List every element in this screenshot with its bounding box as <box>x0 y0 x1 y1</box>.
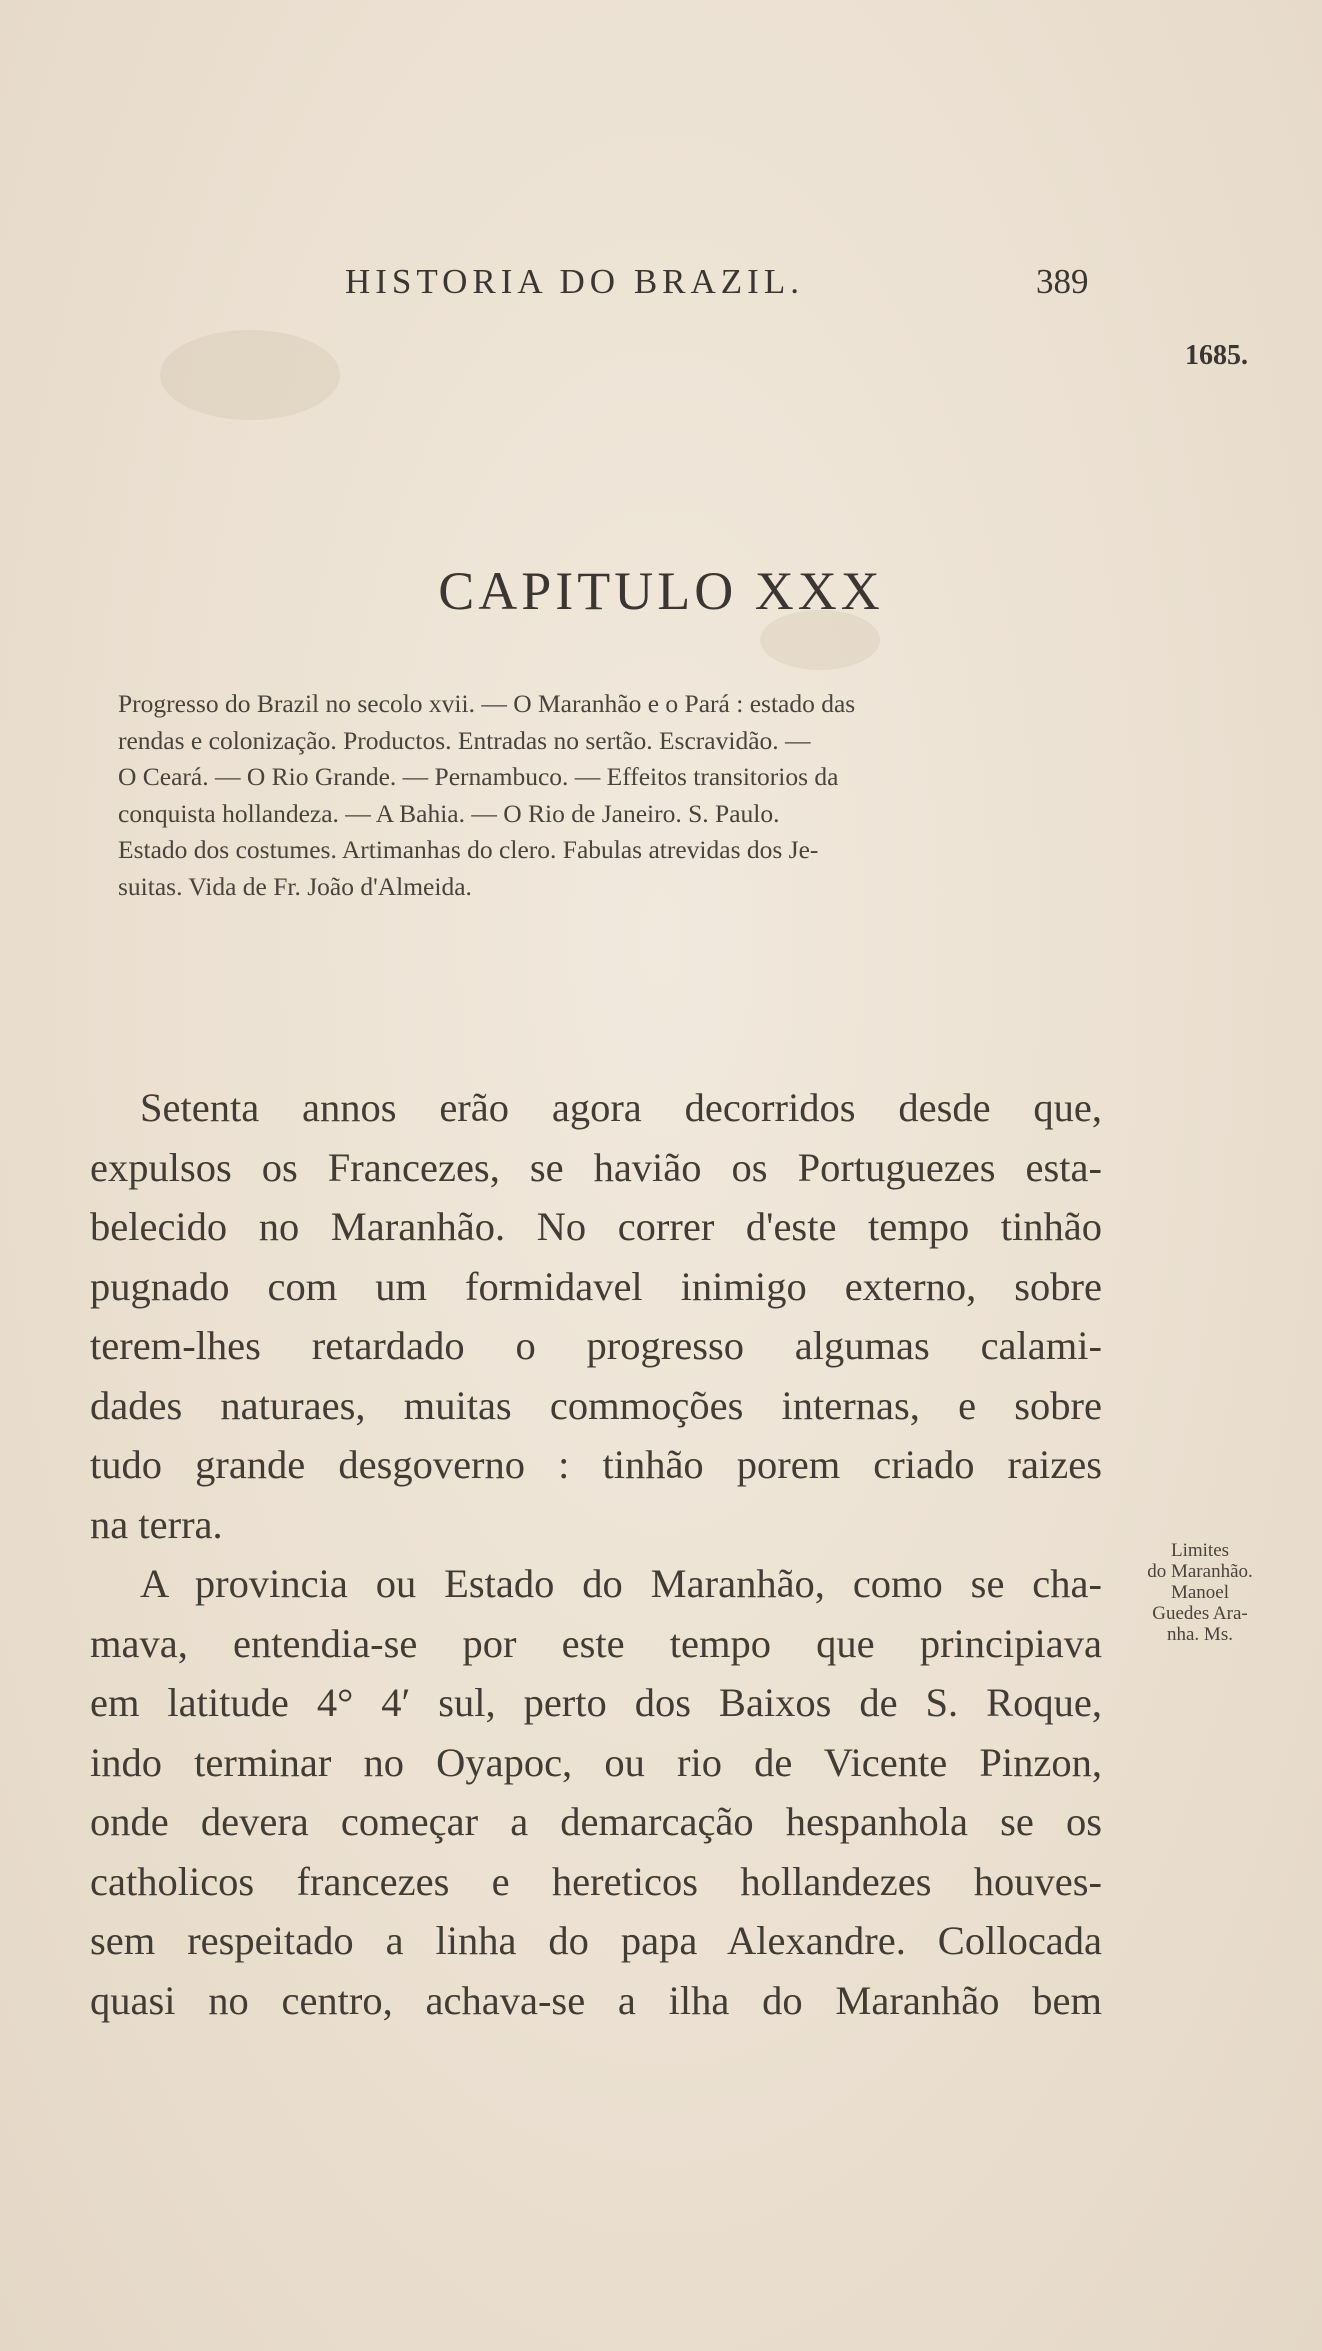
text-line: Setenta annos erão agora decorridos desde que, <box>140 1085 1102 1130</box>
text-line: em latitude 4° 4′ sul, perto dos Baixos de S. Roque, <box>90 1680 1102 1725</box>
text-line: sem respeitado a linha do papa Alexandre. Collocada <box>90 1918 1102 1963</box>
summary-line: rendas e colonização. Productos. Entradas no sertão. Escravidão. — <box>118 725 811 755</box>
text-line: pugnado com um formidavel inimigo externo, sobre <box>90 1263 1102 1309</box>
summary-line: Progresso do Brazil no secolo xvii. — O Maranhão e o Pará : estado das <box>118 689 856 718</box>
summary-line: Estado dos costumes. Artimanhas do clero. Fabulas atrevidas dos Je- <box>118 835 819 864</box>
chapter-summary <box>118 686 1108 905</box>
margin-note-line: Limites <box>1170 1540 1230 1561</box>
text-line: catholicos francezes e hereticos hollandezes houves- <box>90 1858 1102 1904</box>
text-line: dades naturaes, muitas commoções internas, e sobre <box>90 1382 1102 1428</box>
body-text <box>90 1078 1102 2030</box>
summary-line: O Ceará. — O Rio Grande. — Pernambuco. — Effeitos transitorios da <box>118 762 839 791</box>
page-number: 389 <box>1036 262 1089 301</box>
paper-stain <box>160 330 340 420</box>
text-line: expulsos os Francezes, se havião os Portuguezes esta- <box>90 1144 1102 1190</box>
text-line: A provincia ou Estado do Maranhão, como se cha- <box>140 1561 1102 1606</box>
text-line: onde devera começar a demarcação hespanhola se os <box>90 1799 1102 1844</box>
summary-line: suitas. Vida de Fr. João d'Almeida. <box>118 871 472 901</box>
text-line: indo terminar no Oyapoc, ou rio de Vicente Pinzon, <box>90 1739 1102 1785</box>
margin-note-line: do Maranhão. <box>1147 1561 1253 1582</box>
text-line: mava, entendia-se por este tempo que principiava <box>90 1620 1102 1666</box>
margin-year: 1685. <box>1185 340 1248 371</box>
text-line: na terra. <box>90 1501 223 1547</box>
chapter-title: CAPITULO XXX <box>438 561 884 621</box>
paragraph-2 <box>90 1554 1102 2030</box>
margin-note <box>1120 1540 1280 1645</box>
margin-note-line: Manoel <box>1170 1582 1230 1603</box>
text-line: tudo grande desgoverno : tinhão porem criado raizes <box>90 1442 1102 1487</box>
text-line: terem-lhes retardado o progresso algumas calami- <box>90 1323 1102 1368</box>
running-header <box>0 262 1322 312</box>
summary-line: conquista hollandeza. — A Bahia. — O Rio de Janeiro. S. Paulo. <box>118 798 780 828</box>
running-title: HISTORIA DO BRAZIL. <box>345 262 804 301</box>
text-line: belecido no Maranhão. No correr d'este tempo tinhão <box>90 1204 1102 1249</box>
paragraph-1 <box>90 1078 1102 1554</box>
margin-note-line: nha. Ms. <box>1167 1624 1233 1645</box>
margin-note-line: Guedes Ara- <box>1152 1603 1248 1624</box>
text-line: quasi no centro, achava-se a ilha do Maranhão bem <box>90 1977 1102 2023</box>
